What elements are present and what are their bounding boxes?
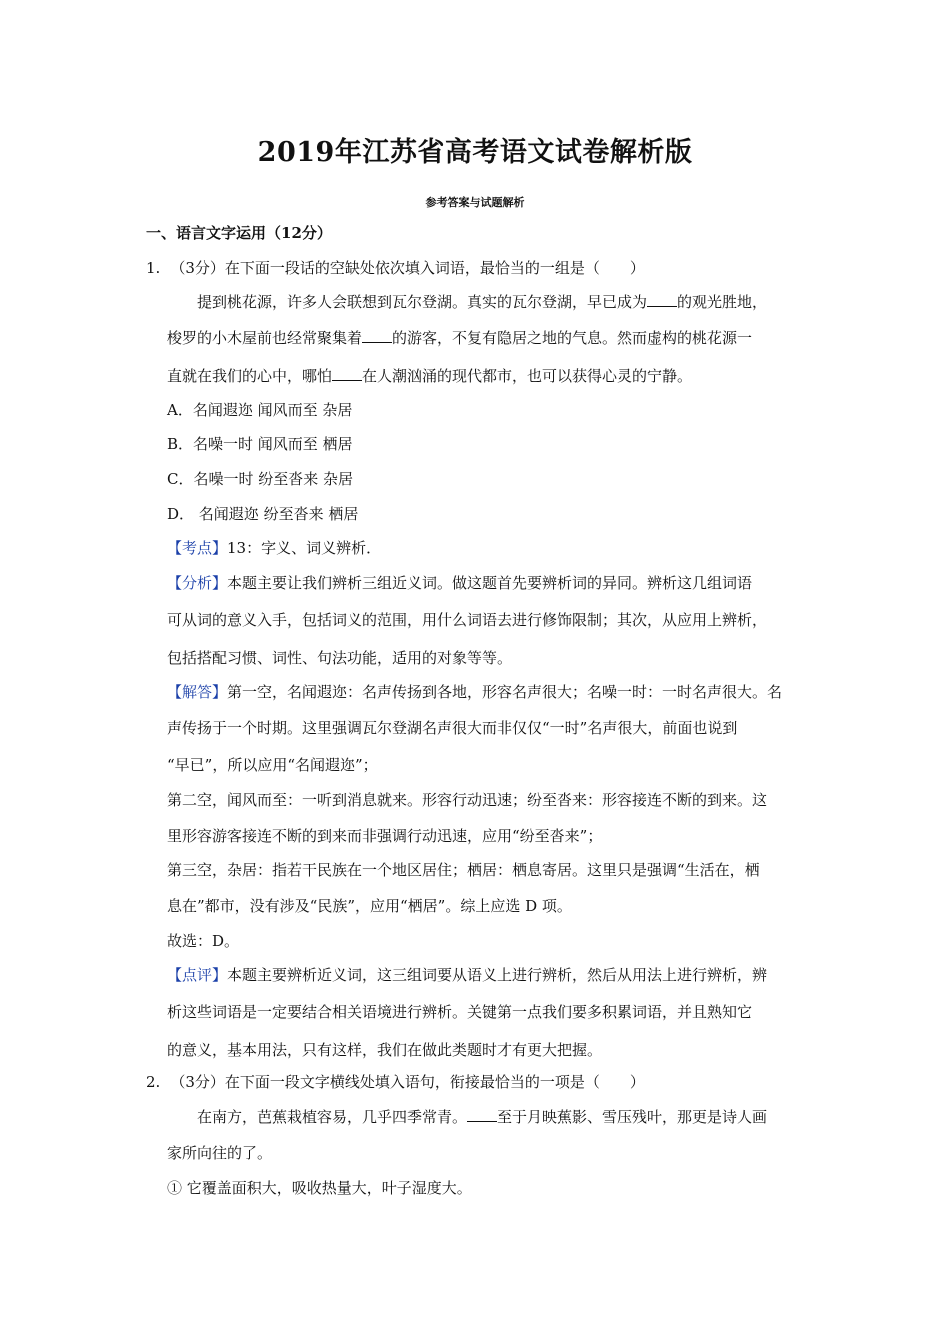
dianping-tag: 【点评】 <box>167 966 228 984</box>
jieda-line-7: 息在”都市，没有涉及“民族”，应用“栖居”。综上应选 D 项。 <box>167 897 572 915</box>
document-subtitle: 参考答案与试题解析 <box>425 196 525 209</box>
option-a: A．名闻遐迩 闻风而至 杂居 <box>167 401 353 419</box>
question-2-number: 2. <box>146 1073 161 1091</box>
dianping-line-1: 【点评】本题主要辨析近义词，这三组词要从语义上进行辨析，然后从用法上进行辨析，辨 <box>167 966 768 984</box>
fenxi-tag: 【分析】 <box>167 574 228 592</box>
option-b: B．名噪一时 闻风而至 栖居 <box>167 435 353 453</box>
jieda-line-8: 故选：D。 <box>167 932 240 950</box>
jieda-line-4: 第二空，闻风而至：一听到消息就来。形容行动迅速；纷至沓来：形容接连不断的到来。这 <box>167 791 768 809</box>
question-1-stem-line <box>146 258 645 278</box>
question-1-number: 1. <box>146 259 161 277</box>
option-d: D． 名闻遐迩 纷至沓来 栖居 <box>167 505 359 523</box>
dianping-line-2: 析这些词语是一定要结合相关语境进行辨析。关键第一点我们要多积累词语，并且熟知它 <box>167 1003 753 1021</box>
answer-blank <box>647 292 677 307</box>
jieda-line-1: 【解答】第一空，名闻遐迩：名声传扬到各地，形容名声很大；名噪一时：一时名声很大。名 <box>167 683 783 701</box>
question-2-passage-line-1: 在南方，芭蕉栽植容易，几乎四季常青。 至于月映蕉影、雪压残叶，那更是诗人画 <box>197 1108 768 1126</box>
question-1-passage-line-3: 直就在我们的心中，哪怕 在人潮汹涌的现代都市，也可以获得心灵的宁静。 <box>167 367 693 385</box>
question-2-item-1: ① 它覆盖面积大，吸收热量大，叶子湿度大。 <box>167 1179 472 1197</box>
answer-blank <box>362 328 392 343</box>
answer-blank <box>467 1107 497 1122</box>
question-2-stem: （3分）在下面一段文字横线处填入语句，衔接最恰当的一项是（ ） <box>170 1073 645 1091</box>
option-c: C．名噪一时 纷至沓来 杂居 <box>167 470 354 488</box>
question-1-stem: （3分）在下面一段话的空缺处依次填入词语，最恰当的一组是（ ） <box>170 259 645 277</box>
jieda-tag: 【解答】 <box>167 683 228 701</box>
section-heading: 一、语言文字运用（12分） <box>146 224 332 242</box>
dianping-line-3: 的意义，基本用法，只有这样，我们在做此类题时才有更大把握。 <box>167 1041 603 1059</box>
document-title: 2019年江苏省高考语文试卷解析版 <box>257 137 693 168</box>
jieda-line-2: 声传扬于一个时期。这里强调瓦尔登湖名声很大而非仅仅“一时”名声很大，前面也说到 <box>167 719 738 737</box>
fenxi-line-1: 【分析】本题主要让我们辨析三组近义词。做这题首先要辨析词的异同。辨析这几组词语 <box>167 574 753 592</box>
question-2-passage-line-2: 家所向往的了。 <box>167 1144 273 1162</box>
kaodian-text: 13：字义、词义辨析． <box>227 539 382 557</box>
kaodian-tag: 【考点】 <box>167 539 228 557</box>
question-1-passage-line-1: 提到桃花源，许多人会联想到瓦尔登湖。真实的瓦尔登湖，早已成为 的观光胜地， <box>197 293 768 311</box>
jieda-line-3: “早已”，所以应用“名闻遐迩”； <box>167 756 378 774</box>
jieda-line-5: 里形容游客接连不断的到来而非强调行动迅速，应用“纷至沓来”； <box>167 827 603 845</box>
fenxi-line-3: 包括搭配习惯、词性、句法功能，适用的对象等等。 <box>167 649 513 667</box>
question-2-stem-line <box>146 1072 645 1092</box>
question-1-passage-line-2: 梭罗的小木屋前也经常聚集着 的游客，不复有隐居之地的气息。然而虚构的桃花源一 <box>167 329 753 347</box>
fenxi-line-2: 可从词的意义入手，包括词义的范围，用什么词语去进行修饰限制；其次，从应用上辨析， <box>167 611 768 629</box>
kaodian-line <box>167 538 381 558</box>
jieda-line-6: 第三空，杂居：指若干民族在一个地区居住；栖居：栖息寄居。这里只是强调“生活在，栖 <box>167 861 760 879</box>
answer-blank <box>332 366 362 381</box>
